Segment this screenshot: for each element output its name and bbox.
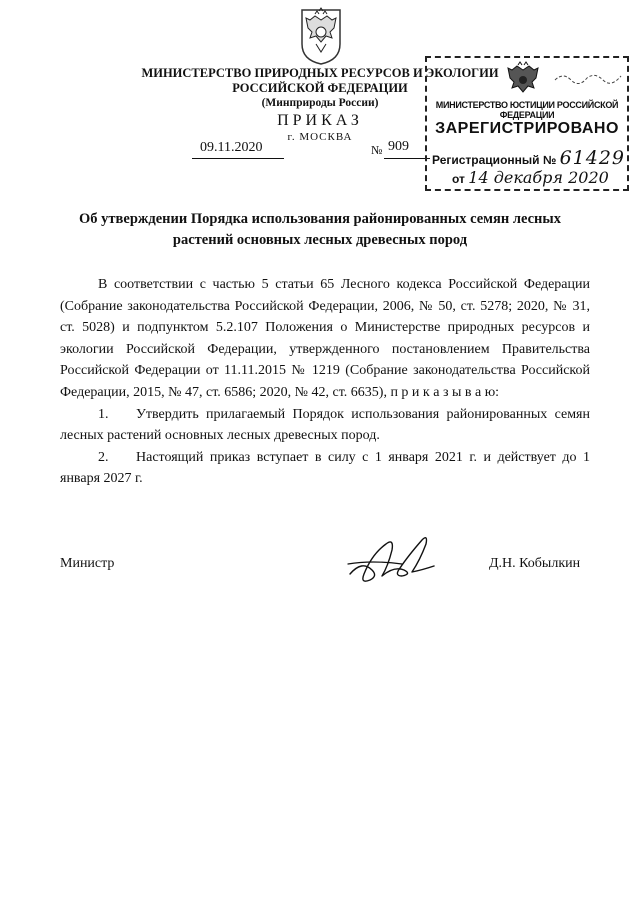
stamp-ministry: МИНИСТЕРСТВО ЮСТИЦИИ РОССИЙСКОЙ ФЕДЕРАЦИИ xyxy=(435,100,619,120)
stamp-reg-label: Регистрационный № xyxy=(432,153,557,167)
item1-text: Утвердить прилагаемый Порядок использования районированных семян лесных растений основных лесных древесных пород. xyxy=(60,406,590,444)
item2-text: Настоящий приказ вступает в силу с 1 января 2021 г. и действует до 1 января 2027 г. xyxy=(60,449,590,487)
coat-of-arms-emblem xyxy=(298,6,344,66)
document-title xyxy=(60,209,580,251)
handwritten-signature xyxy=(342,530,442,590)
signatory-name: Д.Н. Кобылкин xyxy=(489,556,581,571)
document-body xyxy=(60,274,590,490)
number-underline xyxy=(384,158,430,159)
stamp-eagle-icon xyxy=(505,60,541,100)
stamp-registration-number xyxy=(432,147,625,169)
document-city: г. МОСКВА xyxy=(287,131,353,143)
title-line2: растений основных лесных древесных пород xyxy=(172,232,468,248)
stamp-registration-date xyxy=(452,168,609,187)
title-line1: Об утверждении Порядка использования районированных семян лесных xyxy=(79,211,561,227)
document-date: 09.11.2020 xyxy=(200,140,263,155)
ministry-name-line2: РОССИЙСКОЙ ФЕДЕРАЦИИ xyxy=(232,81,408,95)
ministry-short-name: (Минприроды России) xyxy=(261,97,379,109)
stamp-date-value: 14 декабря 2020 xyxy=(468,168,609,187)
stamp-scribble-mark xyxy=(553,68,623,88)
document-type: ПРИКАЗ xyxy=(277,112,363,129)
stamp-registered: ЗАРЕГИСТРИРОВАНО xyxy=(435,120,619,137)
order-item-2 xyxy=(60,447,590,490)
preamble-paragraph: В соответствии с частью 5 статьи 65 Лесного кодекса Российской Федерации (Собрание законодательства Российской Федерации, 2006, № 50, ст. 5278; 2020, № 31, ст. 5028) и подпунктом 5.2.107 Положения о Министерстве природных ресурсов и экологии Российской Федерации, утвержденного постановлением Правительства Российской Федерации от 11.11.2015 № 1219 (Собрание законодательства Российской Федерации, 2015, № 47, ст. 6586; 2020, № 42, ст. 6635), п р и к а з ы в а ю: xyxy=(60,277,590,400)
date-underline xyxy=(192,158,284,159)
stamp-reg-number: 61429 xyxy=(559,147,626,169)
item1-number: 1. xyxy=(98,406,109,422)
item2-number: 2. xyxy=(98,449,109,465)
stamp-date-label: от xyxy=(452,172,465,186)
document-number: 909 xyxy=(388,139,409,154)
order-item-1 xyxy=(60,404,590,447)
ministry-name-line1: МИНИСТЕРСТВО ПРИРОДНЫХ РЕСУРСОВ И ЭКОЛОГИИ xyxy=(141,66,499,80)
signatory-position: Министр xyxy=(60,556,115,571)
number-label: № xyxy=(371,143,383,157)
